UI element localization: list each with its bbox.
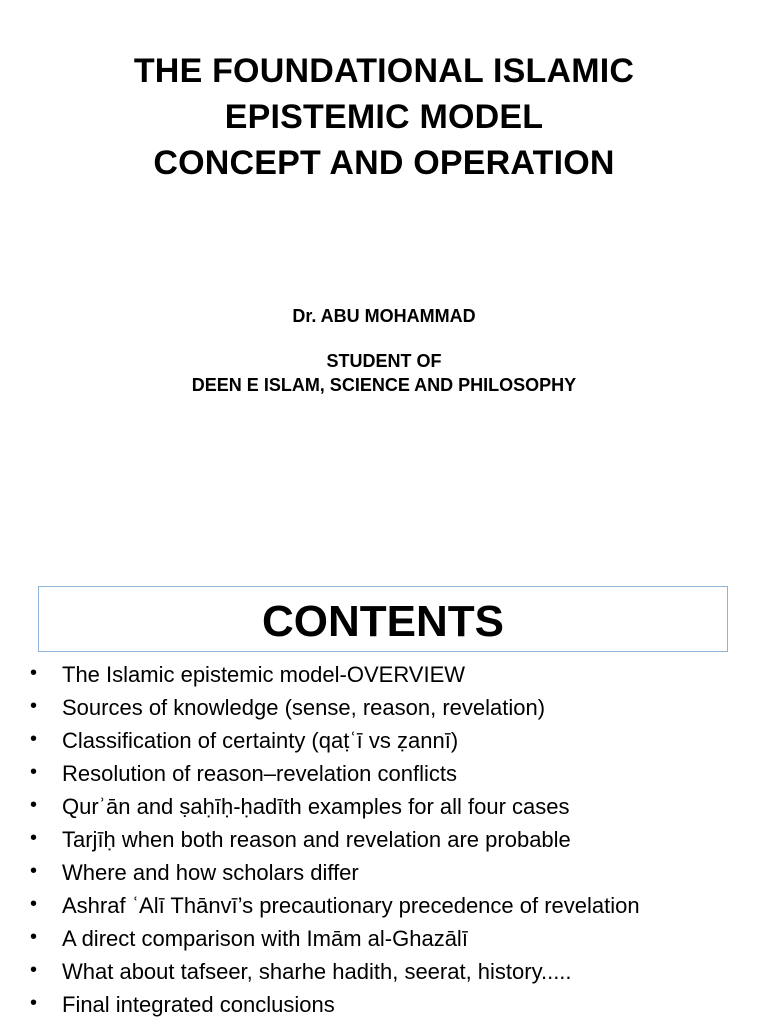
list-item: [0, 757, 768, 790]
author-description: [0, 349, 768, 397]
list-item-text: Where and how scholars differ: [62, 860, 359, 885]
bullet-icon: •: [30, 662, 38, 684]
list-item-text: What about tafseer, sharhe hadith, seerat, history.....: [62, 959, 572, 984]
bullet-icon: •: [30, 959, 38, 981]
author-description-line-1: STUDENT OF: [326, 351, 442, 371]
list-item-text: Ashraf ʿAlī Thānvī’s precautionary precedence of revelation: [62, 893, 640, 918]
list-item-text: Resolution of reason–revelation conflicts: [62, 761, 458, 786]
author-description-line-2: DEEN E ISLAM, SCIENCE AND PHILOSOPHY: [191, 375, 577, 395]
list-item: [0, 691, 768, 724]
list-item-text: Classification of certainty (qaṭʿī vs ẓannī): [62, 728, 459, 753]
list-item: [0, 955, 768, 988]
list-item: [0, 790, 768, 823]
bullet-icon: •: [30, 761, 38, 783]
list-item: [0, 922, 768, 955]
contents-list: [0, 658, 768, 1021]
bullet-icon: •: [30, 893, 38, 915]
list-item: [0, 988, 768, 1021]
title-line-1: THE FOUNDATIONAL ISLAMIC: [133, 52, 635, 90]
contents-heading: CONTENTS: [38, 586, 728, 652]
bullet-icon: •: [30, 794, 38, 816]
author-name: Dr. ABU MOHAMMAD: [292, 306, 476, 326]
title-line-3: CONCEPT AND OPERATION: [153, 144, 615, 182]
bullet-icon: •: [30, 728, 38, 750]
list-item: [0, 856, 768, 889]
bullet-icon: •: [30, 860, 38, 882]
list-item-text: Qurʾān and ṣaḥīḥ-ḥadīth examples for all four cases: [62, 794, 570, 819]
list-item: [0, 889, 768, 922]
list-item-text: A direct comparison with Imām al-Ghazālī: [62, 926, 468, 951]
document-title: [0, 48, 768, 186]
title-line-2: EPISTEMIC MODEL: [224, 98, 544, 136]
list-item: [0, 724, 768, 757]
bullet-icon: •: [30, 827, 38, 849]
list-item-text: Final integrated conclusions: [62, 992, 335, 1017]
list-item-text: Sources of knowledge (sense, reason, revelation): [62, 695, 546, 720]
list-item: [0, 823, 768, 856]
list-item: [0, 658, 768, 691]
list-item-text: The Islamic epistemic model-OVERVIEW: [62, 662, 466, 687]
bullet-icon: •: [30, 695, 38, 717]
list-item-text: Tarjīḥ when both reason and revelation are probable: [62, 827, 571, 852]
bullet-icon: •: [30, 992, 38, 1014]
bullet-icon: •: [30, 926, 38, 948]
